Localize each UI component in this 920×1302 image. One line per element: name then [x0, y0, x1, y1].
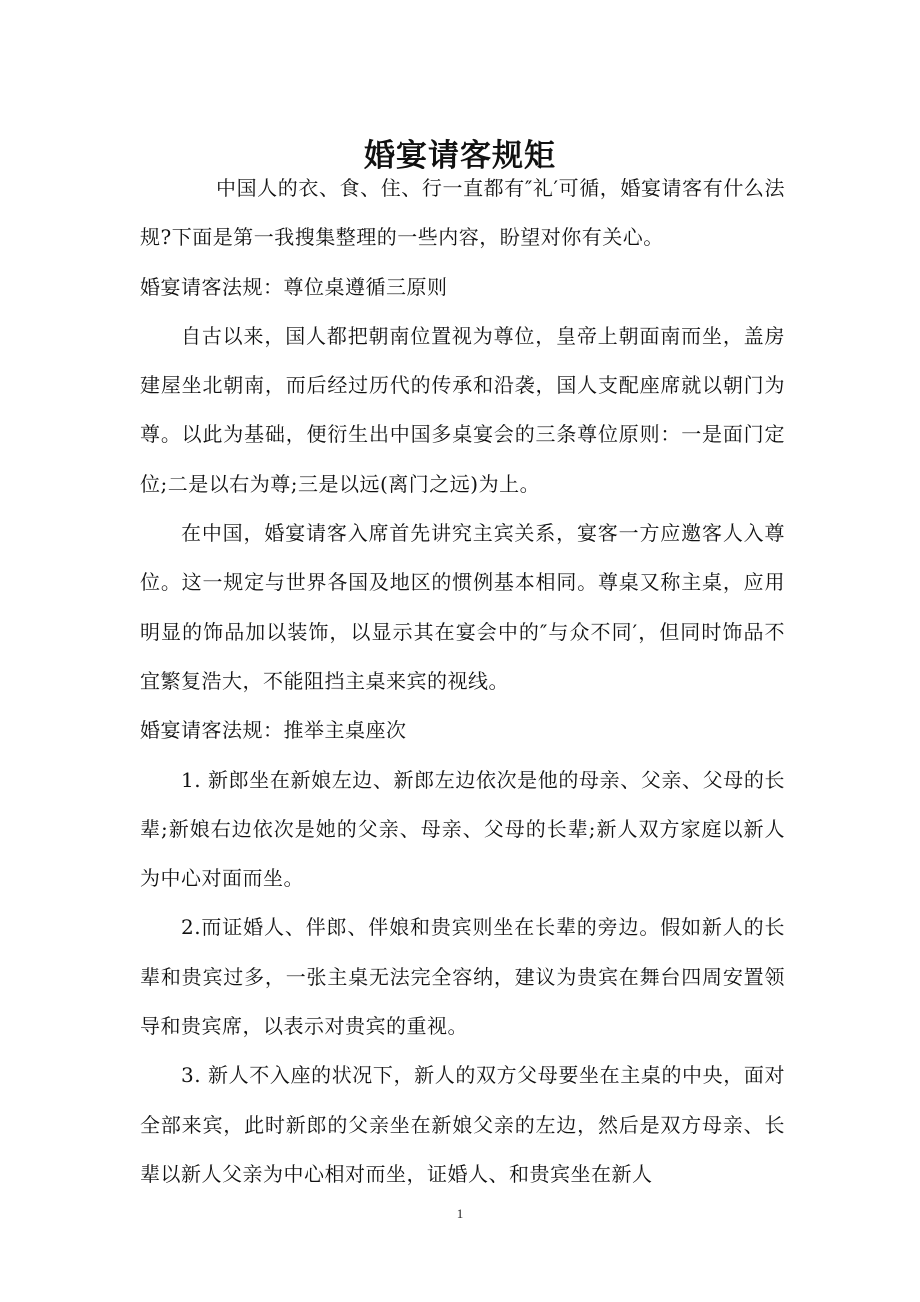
- document-body: [140, 164, 785, 1199]
- list-item-1: 1. 新郎坐在新娘左边、新郎左边依次是他的母亲、父亲、父母的长辈;新娘右边依次是她的父亲、母亲、父母的长辈;新人双方家庭以新人为中心对面而坐。: [140, 767, 785, 891]
- body-paragraph: 在中国，婚宴请客入席首先讲究主宾关系，宴客一方应邀客人入尊位。这一规定与世界各国及地区的惯例基本相同。尊桌又称主桌，应用明显的饰品加以装饰，以显示其在宴会中的″与众不同′，但同时饰品不宜繁复浩大，不能阻挡主桌来宾的视线。: [140, 521, 785, 693]
- document-title: 婚宴请客规矩: [364, 137, 556, 174]
- intro-paragraph: 中国人的衣、食、住、行一直都有″礼′可循，婚宴请客有什么法规?下面是第一我搜集整理的一些内容，盼望对你有关心。: [140, 176, 785, 250]
- page-number: 1: [456, 1206, 464, 1221]
- list-item-2: 2.而证婚人、伴郎、伴娘和贵宾则坐在长辈的旁边。假如新人的长辈和贵宾过多，一张主桌无法完全容纳，建议为贵宾在舞台四周安置领导和贵宾席，以表示对贵宾的重视。: [140, 915, 785, 1039]
- list-item-3: 3. 新人不入座的状况下，新人的双方父母要坐在主桌的中央，面对全部来宾，此时新郎的父亲坐在新娘父亲的左边，然后是双方母亲、长辈以新人父亲为中心相对而坐，证婚人、和贵宾坐在新人: [140, 1063, 785, 1186]
- section-heading-seating: 婚宴请客法规：推举主桌座次: [140, 718, 407, 743]
- body-paragraph: 自古以来，国人都把朝南位置视为尊位，皇帝上朝面南而坐，盖房建屋坐北朝南，而后经过历代的传承和沿袭，国人支配座席就以朝门为尊。以此为基础，便衍生出中国多桌宴会的三条尊位原则：一是面门定位;二是以右为尊;三是以远(离门之远)为上。: [140, 323, 785, 496]
- section-heading-principles: 婚宴请客法规：尊位桌遵循三原则: [140, 274, 448, 299]
